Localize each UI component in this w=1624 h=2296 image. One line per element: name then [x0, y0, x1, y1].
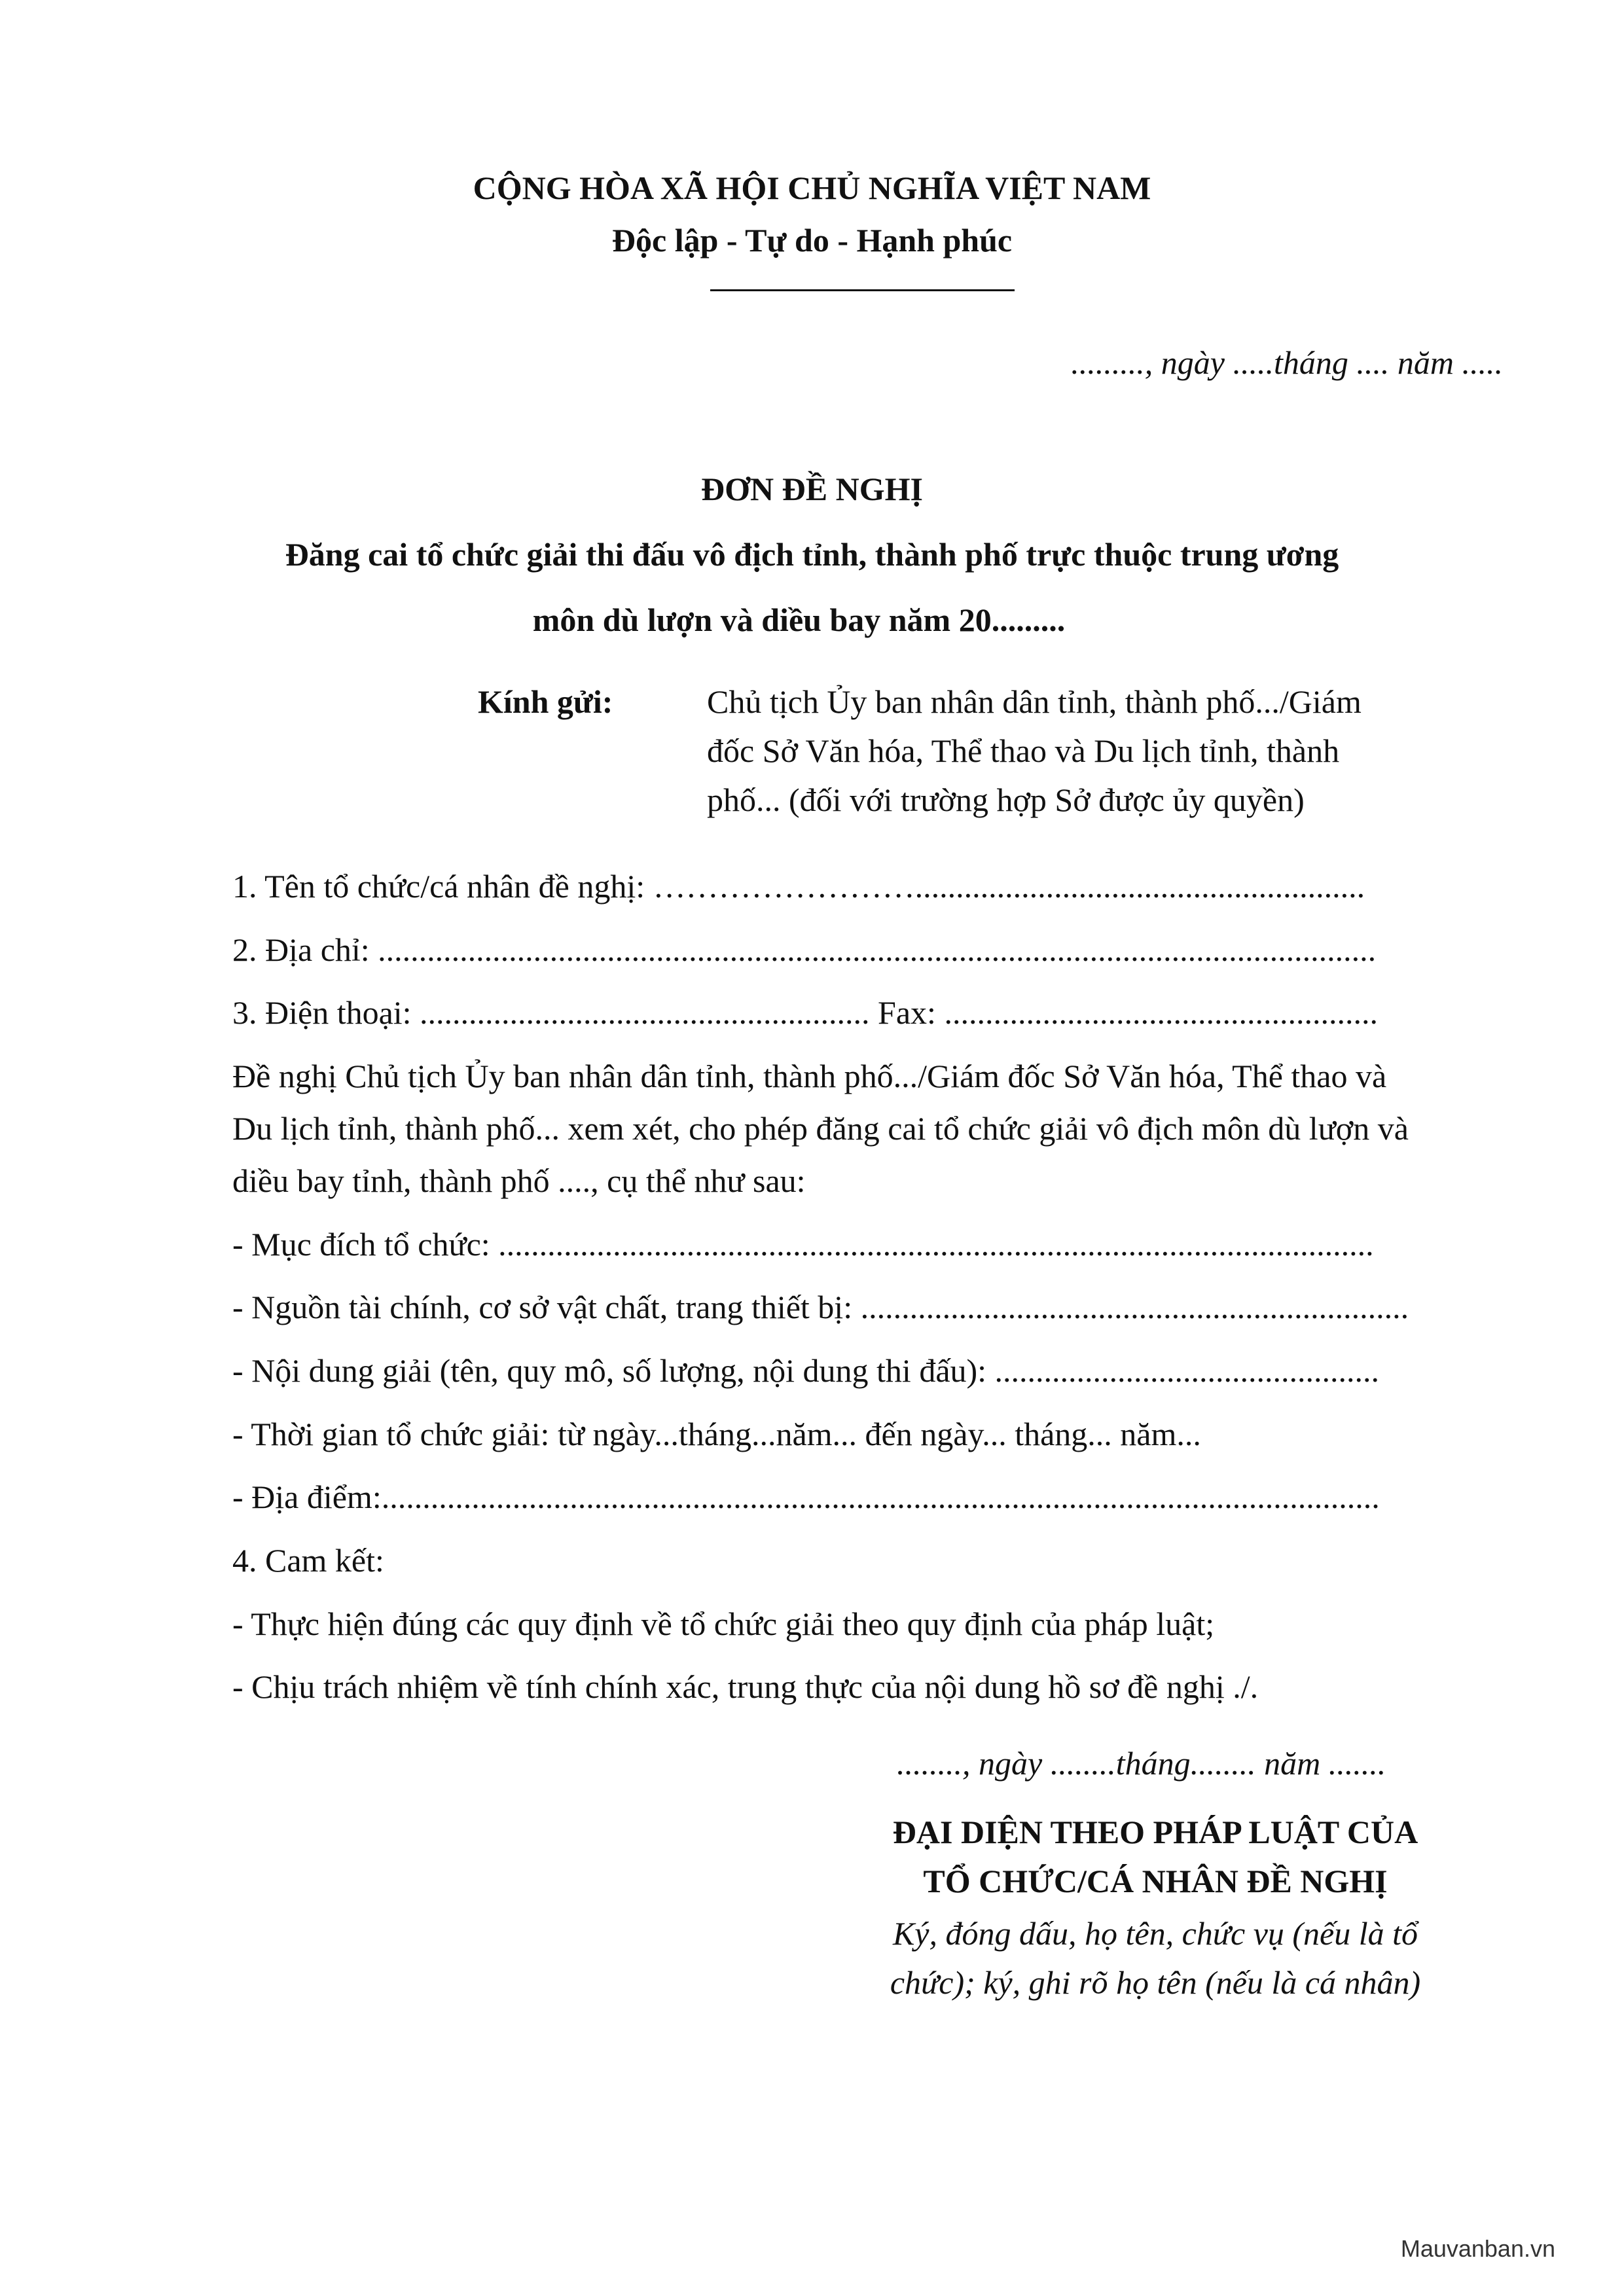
- recipient-line-1: Chủ tịch Ủy ban nhân dân tỉnh, thành phố.../Giám: [707, 683, 1362, 720]
- header-underline: [710, 289, 1015, 291]
- detail-content: - Nội dung giải (tên, quy mô, số lượng, nội dung thi đấu): ...............................................: [232, 1352, 1380, 1389]
- document-subtitle-2: môn dù lượn và diều bay năm 20.........: [532, 601, 1066, 638]
- commitment-item-1: - Thực hiện đúng các quy định về tổ chức giải theo quy định của pháp luật;: [232, 1605, 1215, 1642]
- detail-finance: - Nguồn tài chính, cơ sở vật chất, trang thiết bị: ...................................................................: [232, 1289, 1409, 1325]
- document-title: ĐƠN ĐỀ NGHỊ: [701, 471, 923, 507]
- recipient-label: Kính gửi:: [478, 683, 613, 720]
- signature-date-line: ........, ngày ........tháng........ năm .......: [897, 1745, 1386, 1782]
- recipient-line-2: đốc Sở Văn hóa, Thể thao và Du lịch tỉnh, thành: [707, 732, 1340, 769]
- recipient-line-3: phố... (đối với trường hợp Sở được ủy quyền): [707, 781, 1305, 818]
- national-title: CỘNG HÒA XÃ HỘI CHỦ NGHĨA VIỆT NAM: [473, 170, 1151, 206]
- signature-note-1: Ký, đóng dấu, họ tên, chức vụ (nếu là tổ: [892, 1915, 1418, 1952]
- signature-title-1: ĐẠI DIỆN THEO PHÁP LUẬT CỦA: [892, 1814, 1418, 1850]
- date-line-top: ........., ngày .....tháng .... năm .....: [1071, 344, 1503, 381]
- commitment-item-2: - Chịu trách nhiệm về tính chính xác, trung thực của nội dung hồ sơ đề nghị ./.: [232, 1668, 1259, 1705]
- watermark-text: Mauvanban.vn: [1400, 2235, 1555, 2262]
- request-line-2: Du lịch tỉnh, thành phố... xem xét, cho phép đăng cai tổ chức giải vô địch môn dù lượn và: [232, 1110, 1409, 1147]
- national-motto: Độc lập - Tự do - Hạnh phúc: [611, 222, 1013, 259]
- field-applicant-name: 1. Tên tổ chức/cá nhân đề nghị: …………………….......................................................: [232, 868, 1365, 905]
- signature-note-2: chức); ký, ghi rõ họ tên (nếu là cá nhân): [890, 1964, 1421, 2001]
- field-address: 2. Địa chỉ: ..........................................................................................................................: [232, 931, 1377, 968]
- detail-time: - Thời gian tổ chức giải: từ ngày...tháng...năm... đến ngày... tháng... năm...: [232, 1416, 1201, 1452]
- request-line-1: Đề nghị Chủ tịch Ủy ban nhân dân tỉnh, thành phố.../Giám đốc Sở Văn hóa, Thể thao và: [232, 1058, 1387, 1094]
- request-line-3: diều bay tỉnh, thành phố ...., cụ thể như sau:: [232, 1162, 806, 1199]
- detail-location: - Địa điểm:..........................................................................................................................: [232, 1479, 1380, 1515]
- field-phone-fax: 3. Điện thoại: ....................................................... Fax: .....................................................: [232, 994, 1378, 1031]
- commitment-heading: 4. Cam kết:: [232, 1542, 384, 1579]
- document-subtitle-1: Đăng cai tổ chức giải thi đấu vô địch tỉnh, thành phố trực thuộc trung ương: [285, 536, 1339, 573]
- signature-title-2: TỔ CHỨC/CÁ NHÂN ĐỀ NGHỊ: [923, 1863, 1388, 1899]
- detail-purpose: - Mục đích tổ chức: ...........................................................................................................: [232, 1226, 1374, 1263]
